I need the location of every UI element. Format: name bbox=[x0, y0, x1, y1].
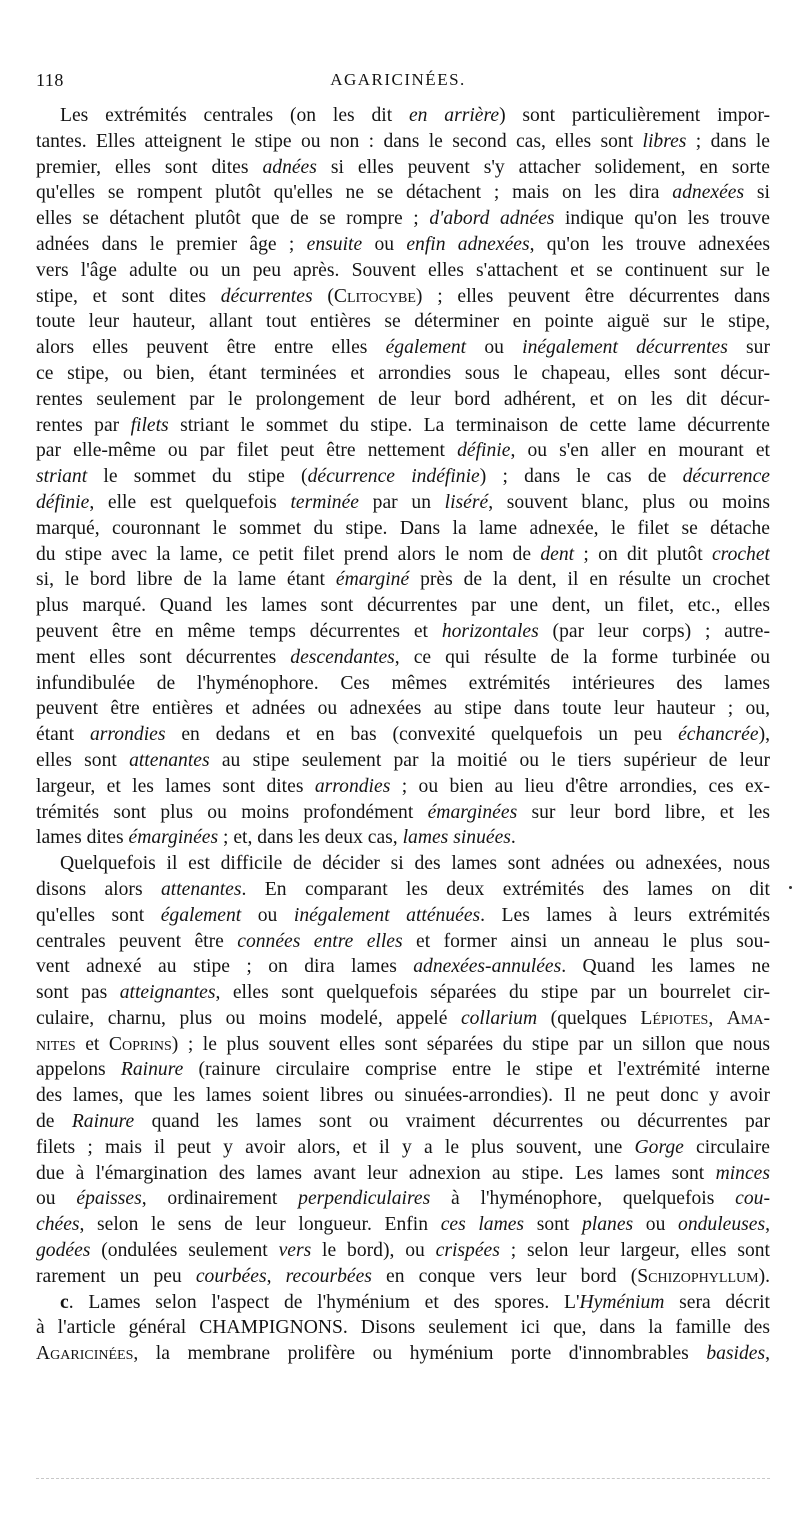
text-line: Agaricinées, la membrane prolifère ou hyménium porte d'innombrables basides, bbox=[36, 1343, 770, 1365]
page-number: 118 bbox=[36, 70, 64, 90]
page-header bbox=[36, 70, 760, 100]
text-line: stipe, et sont dites décurrentes (Clitocybe) ; elles peuvent être décurrentes dans bbox=[36, 285, 770, 307]
text-line: définie, elle est quelquefois terminée par un liséré, souvent blanc, plus ou moins bbox=[36, 491, 770, 513]
text-line: si, le bord libre de la lame étant émarginé près de la dent, il en résulte un crochet bbox=[36, 569, 770, 591]
text-line: étant arrondies en dedans et en bas (convexité quelquefois un peu échancrée), bbox=[36, 724, 770, 746]
footer-rule bbox=[36, 1478, 770, 1479]
body-text bbox=[36, 103, 770, 1367]
text-line: adnées dans le premier âge ; ensuite ou enfin adnexées, qu'on les trouve adnexées bbox=[36, 233, 770, 255]
text-line: chées, selon le sens de leur longueur. Enfin ces lames sont planes ou onduleuses, bbox=[36, 1214, 770, 1236]
text-line: peuvent être en même temps décurrentes et horizontales (par leur corps) ; autre- bbox=[36, 620, 770, 642]
text-line: godées (ondulées seulement vers le bord), ou crispées ; selon leur largeur, elles sont bbox=[36, 1240, 770, 1262]
text-line: vers l'âge adulte ou un peu après. Souvent elles s'attachent et se continuent sur le bbox=[36, 259, 770, 281]
text-line: sont pas atteignantes, elles sont quelquefois séparées du stipe par un bourrelet cir- bbox=[36, 982, 770, 1004]
text-line: ou épaisses, ordinairement perpendiculaires à l'hyménophore, quelquefois cou- bbox=[36, 1188, 770, 1210]
text-line: qu'elles se rompent plutôt qu'elles ne se détachent ; mais on les dira adnexées si bbox=[36, 182, 770, 204]
text-line: lames dites émarginées ; et, dans les deux cas, lames sinuées. bbox=[36, 827, 516, 849]
text-line: plus marqué. Quand les lames sont décurrentes par une dent, un filet, etc., elles bbox=[36, 595, 770, 617]
text-line: infundibulée de l'hyménophore. Ces mêmes extrémités intérieures des lames bbox=[36, 672, 770, 694]
text-line: vent adnexé au stipe ; on dira lames adnexées-annulées. Quand les lames ne bbox=[36, 956, 770, 978]
text-line: c. Lames selon l'aspect de l'hyménium et des spores. L'Hyménium sera décrit bbox=[60, 1291, 770, 1313]
text-line: qu'elles sont également ou inégalement atténuées. Les lames à leurs extrémités bbox=[36, 904, 770, 926]
text-line: elles se détachent plutôt que de se rompre ; d'abord adnées indique qu'on les trouve bbox=[36, 208, 770, 230]
text-line: elles sont attenantes au stipe seulement par la moitié ou le tiers supérieur de leur bbox=[36, 749, 770, 771]
text-line: appelons Rainure (rainure circulaire comprise entre le stipe et l'extrémité interne bbox=[36, 1059, 770, 1081]
text-line: rentes seulement par le prolongement de leur bord adhérent, et on les dit décur- bbox=[36, 388, 770, 410]
text-line: par elle-même ou par filet peut être nettement définie, ou s'en aller en mourant et bbox=[36, 440, 770, 462]
text-line: ce stipe, ou bien, étant terminées et arrondies sous le chapeau, elles sont décur- bbox=[36, 362, 770, 384]
text-line: rarement un peu courbées, recourbées en conque vers leur bord (Schizophyllum). bbox=[36, 1265, 770, 1287]
text-line: peuvent être entières et adnées ou adnexées au stipe dans toute leur hauteur ; ou, bbox=[36, 698, 770, 720]
text-line: trémités sont plus ou moins profondément émarginées sur leur bord libre, et les bbox=[36, 801, 770, 823]
text-line: des lames, que les lames soient libres ou sinuées-arrondies). Il ne peut donc y avoir bbox=[36, 1085, 770, 1107]
text-line: du stipe avec la lame, ce petit filet prend alors le nom de dent ; on dit plutôt crochet bbox=[36, 543, 770, 565]
text-line: à l'article général CHAMPIGNONS. Disons seulement ici que, dans la famille des bbox=[36, 1317, 770, 1339]
text-line: due à l'émargination des lames avant leur adnexion au stipe. Les lames sont minces bbox=[36, 1162, 770, 1184]
text-line: striant le sommet du stipe (décurrence indéfinie) ; dans le cas de décurrence bbox=[36, 466, 770, 488]
text-line: tantes. Elles atteignent le stipe ou non : dans le second cas, elles sont libres ; dans le bbox=[36, 130, 770, 152]
text-line: largeur, et les lames sont dites arrondies ; ou bien au lieu d'être arrondies, ces ex- bbox=[36, 775, 770, 797]
text-line: Les extrémités centrales (on les dit en arrière) sont particulièrement impor- bbox=[60, 105, 770, 126]
text-line: alors elles peuvent être entre elles également ou inégalement décurrentes sur bbox=[36, 337, 770, 359]
text-line: rentes par filets striant le sommet du stipe. La terminaison de cette lame décurrente bbox=[36, 414, 770, 436]
text-line: de Rainure quand les lames sont ou vraiment décurrentes ou décurrentes par bbox=[36, 1111, 770, 1133]
text-line: ment elles sont décurrentes descendantes, ce qui résulte de la forme turbinée ou bbox=[36, 646, 770, 668]
text-line: centrales peuvent être connées entre elles et former ainsi un anneau le plus sou- bbox=[36, 930, 770, 952]
text-line: Quelquefois il est difficile de décider si des lames sont adnées ou adnexées, nous bbox=[60, 853, 770, 875]
text-line: nites et Coprins) ; le plus souvent elles sont séparées du stipe par un sillon que nous bbox=[36, 1033, 770, 1055]
text-line: premier, elles sont dites adnées si elles peuvent s'y attacher solidement, en sorte bbox=[36, 156, 770, 178]
text-line: culaire, charnu, plus ou moins modelé, appelé collarium (quelques Lépiotes, Ama- bbox=[36, 1007, 770, 1029]
running-head: AGARICINÉES. bbox=[330, 70, 466, 89]
text-line: marqué, couronnant le sommet du stipe. Dans la lame adnexée, le filet se détache bbox=[36, 517, 770, 539]
text-line: disons alors attenantes. En comparant les deux extrémités des lames on dit bbox=[36, 878, 770, 900]
text-line: toute leur hauteur, allant tout entières se déterminer en pointe aiguë sur le stipe, bbox=[36, 311, 770, 333]
text-line: filets ; mais il peut y avoir alors, et il y a le plus souvent, une Gorge circulaire bbox=[36, 1136, 770, 1158]
margin-mark bbox=[789, 886, 792, 889]
